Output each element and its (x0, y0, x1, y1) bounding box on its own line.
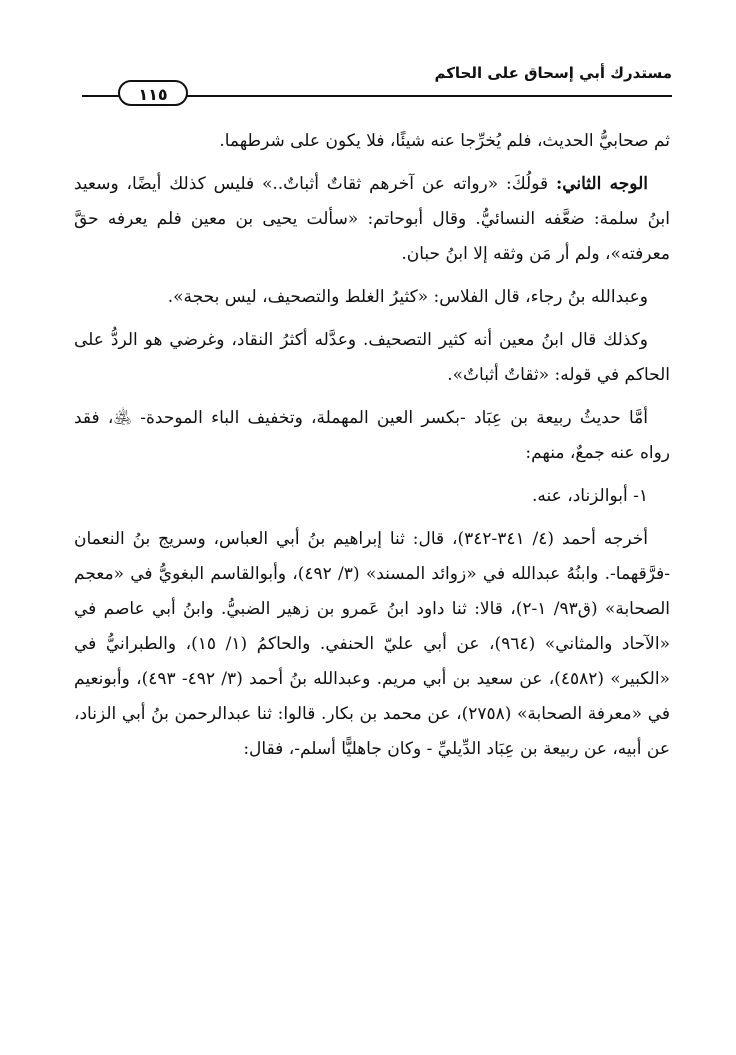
running-title: مستدرك أبي إسحاق على الحاكم (434, 64, 672, 82)
page-number: ١١٥ (118, 80, 188, 106)
paragraph-5: أمَّا حديثُ ربيعة بن عِبَاد -بكسر العين المهملة، وتخفيف الباء الموحدة- ﵁، فقد رواه عنه جمعٌ، منهم: (74, 408, 670, 463)
list-item-1: ١- أبوالزناد، عنه. (532, 486, 648, 506)
page-body (74, 124, 670, 775)
paragraph-2-text: قولُكَ: «رواته عن آخرهم ثقاتٌ أثباتٌ..» فليس كذلك أيضًا، وسعيد ابنُ سلمة: ضعَّفه النسائيُّ. وقال أبوحاتم: «سألت يحيى بن معين فلم يعرفه حقَّ معرفته»، ولم أر مَن وثقه إلا ابنُ حبان. (74, 174, 670, 264)
paragraph-4: وكذلك قال ابنُ معين أنه كثير التصحيف. وعدَّله أكثرُ النقاد، وغرضي هو الردُّ على الحاكم في قوله: «ثقاتٌ أثباتٌ». (74, 330, 670, 385)
paragraph-7: أخرجه أحمد (٤/ ٣٤١-٣٤٢)، قال: ثنا إبراهيم بنُ أبي العباس، وسريج بنُ النعمان -فرَّقهما-. وابنُهُ عبدالله في «زوائد المسند» (٣/ ٤٩٢)، وأبوالقاسم البغويُّ في «معجم الصحابة» (ق٩٣/ ١-٢)، قالا: ثنا داود ابنُ عَمرو بن زهير الضبيُّ. وابنُ أبي عاصم في «الآحاد والمثاني» (٩٦٤)، عن أبي عليّ الحنفي. والحاكمُ (١/ ١٥)، والطبرانيُّ في «الكبير» (٤٥٨٢)، عن سعيد بن أبي مريم. وعبدالله بنُ أحمد (٣/ ٤٩٢- ٤٩٣)، وأبونعيم في «معرفة الصحابة» (٢٧٥٨)، عن محمد بن بكار. قالوا: ثنا عبدالرحمن بنُ أبي الزناد، عن أبيه، عن ربيعة بن عِبَاد الدِّيليِّ - وكان جاهليًّا أسلم-، فقال: (74, 529, 671, 759)
page-header (82, 58, 672, 104)
paragraph-1: ثم صحابيُّ الحديث، فلم يُخرِّجا عنه شيئًا، فلا يكون على شرطهما. (219, 131, 670, 151)
paragraph-2 (74, 167, 670, 272)
section-label: الوجه الثاني: (555, 174, 648, 194)
paragraph-3: وعبدالله بنُ رجاء، قال الفلاس: «كثيرُ الغلط والتصحيف، ليس بحجة». (167, 287, 648, 307)
